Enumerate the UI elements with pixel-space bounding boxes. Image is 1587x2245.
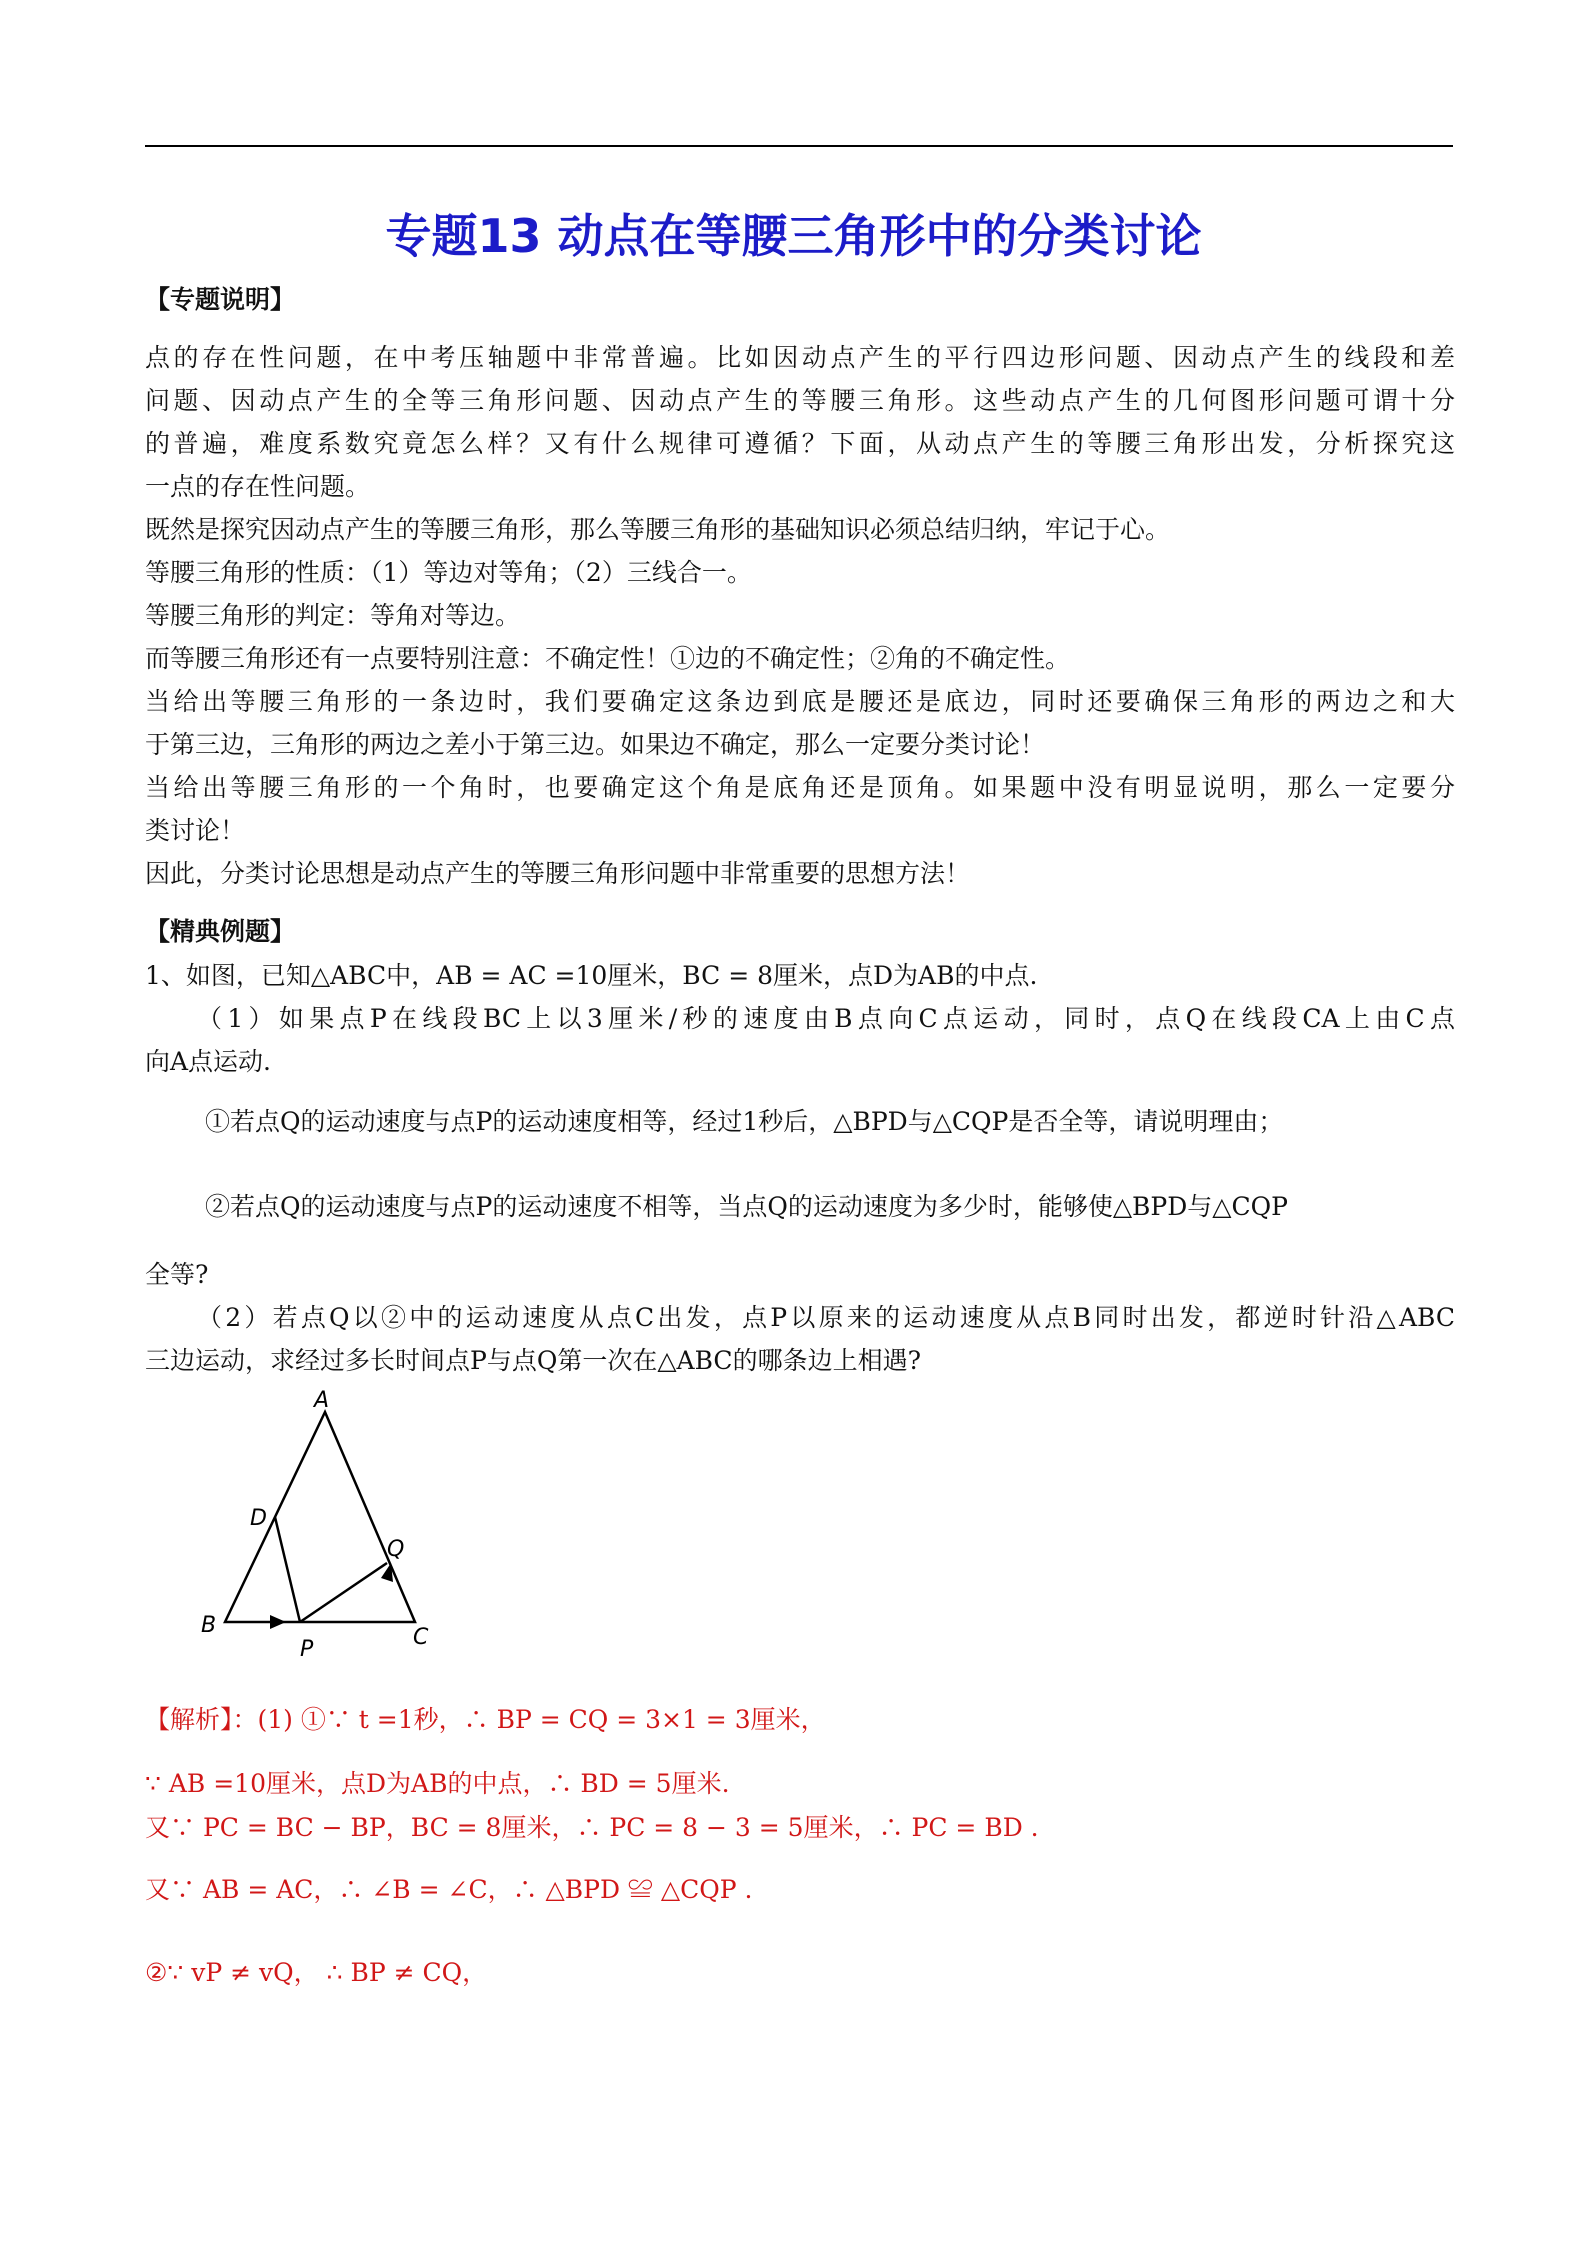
problem-line: 全等? [145,1260,209,1289]
solution-line: 【解析】：(1) ①∵ t =1秒，∴ BP = CQ = 3×1 = 3厘米， [145,1705,826,1734]
solution-line: 又∵ AB = AC，∴ ∠B = ∠C，∴ △BPD ≌ △CQP . [145,1875,753,1904]
intro-line: 一点的存在性问题。 [145,472,371,501]
arrow-p-icon [270,1615,286,1629]
triangle-figure [190,1390,480,1670]
intro-line: 等腰三角形的判定：等角对等边。 [145,601,521,630]
label-c: C [413,1625,429,1650]
section-heading-examples: 【精典例题】 [145,917,296,946]
segment-pq [300,1563,387,1622]
problem-line: （1）如果点P在线段BC上以3厘米/秒的速度由B点向C点运动，同时，点Q在线段CA上由C点 [197,1004,1455,1033]
intro-line: 问题、因动点产生的全等三角形问题、因动点产生的等腰三角形。这些动点产生的几何图形问题可谓十分 [145,386,1455,415]
label-p: P [300,1637,314,1662]
problem-line: （2）若点Q以②中的运动速度从点C出发，点P以原来的运动速度从点B同时出发，都逆时针沿△ABC [197,1303,1455,1332]
label-d: D [250,1506,267,1531]
problem-line: ②若点Q的运动速度与点P的运动速度不相等，当点Q的运动速度为多少时，能够使△BPD与△CQP [205,1192,1288,1221]
problem-line: 三边运动，求经过多长时间点P与点Q第一次在△ABC的哪条边上相遇? [145,1346,921,1375]
segment-dp [275,1517,300,1622]
intro-line: 既然是探究因动点产生的等腰三角形，那么等腰三角形的基础知识必须总结归纳，牢记于心。 [145,515,1171,544]
header-rule [145,145,1453,147]
solution-line: 又∵ PC = BC − BP，BC = 8厘米，∴ PC = 8 − 3 = 5厘米，∴ PC = BD . [145,1813,1039,1842]
intro-line: 而等腰三角形还有一点要特别注意：不确定性！①边的不确定性；②角的不确定性。 [145,644,1071,673]
intro-line: 当给出等腰三角形的一条边时，我们要确定这条边到底是腰还是底边，同时还要确保三角形的两边之和大 [145,687,1455,716]
intro-line: 的普遍，难度系数究竟怎么样？又有什么规律可遵循？下面，从动点产生的等腰三角形出发，分析探究这 [145,429,1455,458]
label-a: A [314,1390,330,1413]
solution-line: ∵ AB =10厘米，点D为AB的中点，∴ BD = 5厘米. [145,1769,730,1798]
intro-line: 当给出等腰三角形的一个角时，也要确定这个角是底角还是顶角。如果题中没有明显说明，那么一定要分 [145,773,1455,802]
solution-line: ②∵ vP ≠ vQ， ∴ BP ≠ CQ， [145,1958,488,1987]
page-title: 专题13 动点在等腰三角形中的分类讨论 [385,209,1202,263]
intro-line: 点的存在性问题，在中考压轴题中非常普遍。比如因动点产生的平行四边形问题、因动点产生的线段和差 [145,343,1455,372]
intro-line: 因此，分类讨论思想是动点产生的等腰三角形问题中非常重要的思想方法！ [145,859,971,888]
label-b: B [201,1613,217,1638]
problem-line: 向A点运动. [145,1047,272,1076]
label-q: Q [387,1537,405,1562]
problem-line: 1、如图，已知△ABC中，AB = AC =10厘米，BC = 8厘米，点D为AB的中点. [145,961,1038,990]
section-heading-intro: 【专题说明】 [145,285,296,314]
intro-line: 于第三边，三角形的两边之差小于第三边。如果边不确定，那么一定要分类讨论！ [145,730,1046,759]
intro-line: 类讨论！ [145,816,246,845]
intro-line: 等腰三角形的性质：（1）等边对等角；（2）三线合一。 [145,558,752,587]
problem-line: ①若点Q的运动速度与点P的运动速度相等，经过1秒后，△BPD与△CQP是否全等，请说明理由； [205,1107,1284,1136]
